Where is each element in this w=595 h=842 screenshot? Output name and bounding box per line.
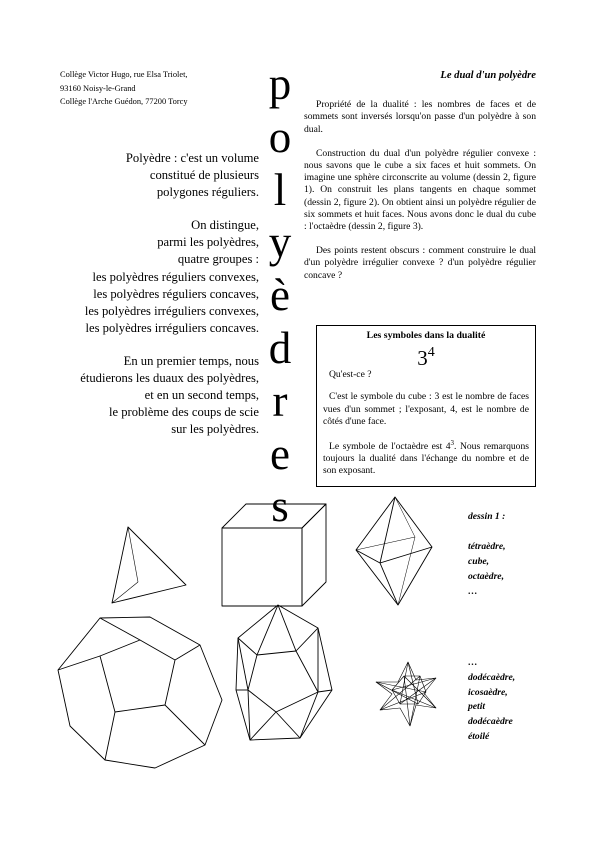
text-line: les polyèdres réguliers concaves, (93, 286, 259, 301)
school-line-3: Collège l'Arche Guédon, 77200 Torcy (60, 97, 188, 106)
title-letter: p (268, 59, 292, 109)
text-line: On distingue, (191, 218, 259, 233)
symbol-base: 3 (417, 346, 428, 371)
octahedron-figure (356, 497, 432, 605)
article-paragraph: Des points restent obscurs : comment construire le dual d'un polyèdre irrégulier convexe ? d'un polyèdre régulier concave ? (304, 245, 536, 281)
text-line: les polyèdres réguliers convexes, (92, 269, 259, 284)
article-paragraph: Propriété de la dualité : les nombres de faces et de sommets sont inversés lorsqu'on passe d'un polyèdre à son dual. (304, 99, 536, 135)
text-line: polygones réguliers. (156, 185, 259, 200)
caption-item: octaèdre, (468, 571, 504, 582)
title-letter: e (270, 428, 290, 479)
school-line-1: Collège Victor Hugo, rue Elsa Triolet, (60, 70, 188, 79)
symbol-exponent: 4 (427, 345, 435, 361)
box-text: Le symbole de l'octaèdre est 4 (329, 441, 451, 453)
text-line: quatre groupes : (177, 252, 259, 267)
text-line: parmi les polyèdres, (157, 235, 259, 250)
text-line: étudierons les duaux des polyèdres, (80, 371, 259, 386)
caption-item: étoilé (468, 730, 490, 742)
title-letter: è (270, 270, 290, 321)
box-paragraph: C'est le symbole du cube : 3 est le nombre de faces vues d'un sommet ; l'exposant, 4, est le nombre de côtés d'une face. (323, 391, 529, 427)
caption-item: cube, (468, 556, 490, 567)
drawing-caption-2 (468, 656, 515, 745)
article-heading: Le dual d'un polyèdre (440, 70, 536, 81)
box-question: Qu'est-ce ? (329, 369, 372, 381)
cube-figure (222, 504, 326, 606)
small-stellated-dodecahedron-figure (376, 662, 436, 726)
text-line: et en un second temps, (144, 388, 259, 403)
box-title: Les symboles dans la dualité (366, 330, 486, 341)
caption-item: tétraèdre, (468, 541, 506, 552)
text-line: constitué de plusieurs (149, 168, 259, 183)
caption-label: dessin 1 : (468, 511, 506, 522)
tetrahedron-figure (112, 527, 186, 603)
text-line: En un premier temps, nous (123, 353, 259, 368)
caption-item: petit (468, 701, 486, 713)
text-line: les polyèdres irréguliers convexes, (84, 303, 259, 318)
caption-item: dodécaèdre, (468, 671, 516, 683)
title-letter: s (271, 481, 289, 532)
caption-item: dodécaèdre (468, 716, 513, 728)
text-line: Polyèdre : c'est un volume (125, 151, 259, 165)
article-paragraph: Construction du dual d'un polyèdre régulier convexe : nous savons que le cube a six faces et huit sommets. On imagine une sphère circonscrite au volume (dessin 2, figure 1). On construit les plans tangents en chaque sommet (dessin 2, figure 2). On obtient ainsi un polyèdre régulier de six sommets et huit faces. Nous avons donc le dual du cube : l'octaèdre (dessin 2, figure 3). (304, 147, 536, 233)
box-exponent: 3 (450, 439, 455, 448)
icosahedron-figure (236, 605, 332, 740)
title-letter: y (268, 217, 292, 268)
caption-item: icosaèdre, (468, 686, 508, 698)
text-line: le problème des coups de scie (108, 405, 259, 420)
title-letter: o (268, 111, 292, 162)
text-line: les polyèdres irréguliers concaves. (85, 320, 259, 335)
box-text: . Nous remarquons toujours la dualité dans l'échange du nombre et de son exposant. (323, 441, 529, 477)
school-line-2: 93160 Noisy-le-Grand (60, 83, 136, 93)
caption-item: … (468, 657, 478, 668)
text-line: sur les polyèdres. (171, 422, 259, 437)
title-letter: l (273, 164, 287, 215)
title-letter: d (268, 322, 292, 373)
caption-item: … (468, 586, 478, 597)
dodecahedron-figure (58, 617, 222, 768)
drawing-caption-1 (468, 509, 506, 599)
title-letter: r (272, 375, 288, 426)
